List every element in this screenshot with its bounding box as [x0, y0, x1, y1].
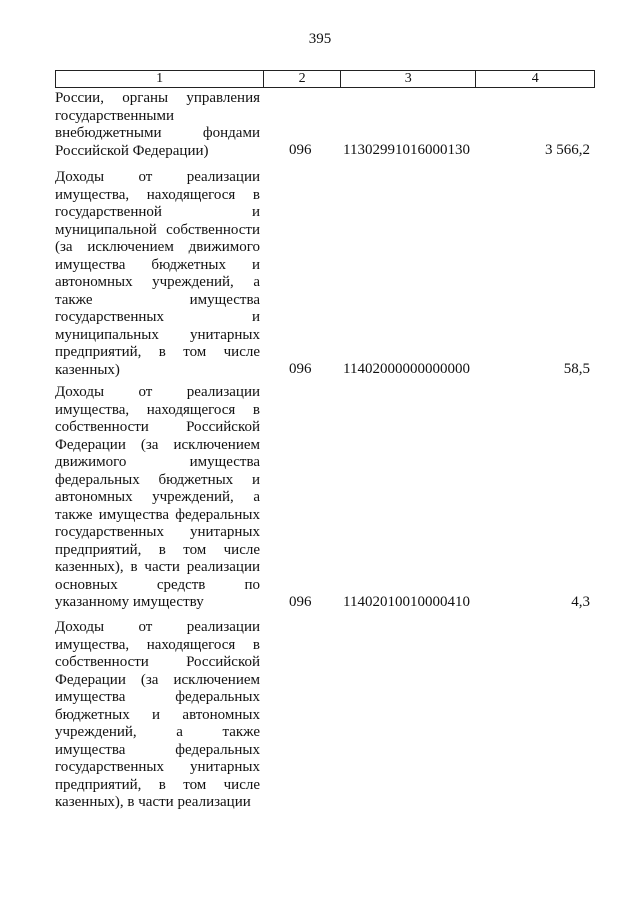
description-line: имущества федеральных: [55, 689, 260, 705]
row-description: [55, 90, 260, 160]
description-line: муниципальных унитарных: [55, 326, 260, 343]
budget-classification-code: 11302991016000130: [343, 142, 470, 158]
column-header-3: 3: [341, 71, 477, 87]
description-line: предприятий, в том числе: [55, 344, 260, 360]
description-line: собственности Российской: [55, 654, 260, 670]
description-line: внебюджетными фондами: [55, 125, 260, 141]
admin-code: 096: [289, 594, 312, 610]
row-description: [55, 384, 260, 612]
description-line: (за исключением движимого: [55, 239, 260, 255]
admin-code: 096: [289, 361, 312, 377]
description-line: государственными: [55, 107, 174, 124]
description-line: бюджетных и автономных: [55, 706, 260, 723]
description-line: предприятий, в том числе: [55, 776, 260, 793]
description-line: государственных и: [55, 309, 260, 325]
amount: 3 566,2: [545, 142, 590, 158]
description-line: Доходы от реализации: [55, 384, 260, 400]
description-line: государственной и: [55, 204, 260, 220]
description-line: имущества, находящегося в: [55, 401, 260, 418]
description-line: России, органы управления: [55, 90, 260, 106]
column-header-4: 4: [531, 71, 539, 86]
description-line: казенных), в части реализации: [55, 559, 260, 575]
description-line: имущества федеральных: [55, 741, 260, 758]
description-line: автономных учреждений, а: [55, 489, 260, 505]
description-line: указанному имуществу: [55, 594, 204, 610]
description-line: федеральных бюджетных и: [55, 471, 260, 488]
amount: 4,3: [571, 594, 590, 610]
budget-classification-code: 11402000000000000: [343, 361, 470, 377]
row-description: [55, 169, 260, 379]
table-header-row: [55, 70, 595, 88]
description-line: Доходы от реализации: [55, 169, 260, 185]
description-line: Федерации (за исключением: [55, 671, 260, 688]
description-line: государственных унитарных: [55, 759, 260, 775]
description-line: имущества, находящегося в: [55, 186, 260, 203]
description-line: муниципальной собственности: [55, 221, 260, 238]
description-line: движимого имущества: [55, 454, 260, 470]
row-description: [55, 619, 260, 812]
admin-code: 096: [289, 142, 312, 158]
amount: 58,5: [563, 361, 590, 377]
description-line: Российской Федерации): [55, 142, 209, 159]
description-line: предприятий, в том числе: [55, 541, 260, 558]
budget-classification-code: 11402010010000410: [343, 594, 470, 610]
description-line: также имущества: [55, 291, 260, 308]
description-line: Доходы от реализации: [55, 619, 260, 635]
description-line: также имущества федеральных: [55, 506, 260, 523]
description-line: имущества, находящегося в: [55, 636, 260, 653]
description-line: Федерации (за исключением: [55, 436, 260, 453]
description-line: казенных): [55, 361, 120, 378]
description-line: казенных), в части реализации: [55, 794, 251, 810]
column-header-2: 2: [264, 71, 341, 87]
column-header-1: 1: [56, 71, 264, 87]
description-line: государственных унитарных: [55, 524, 260, 540]
description-line: собственности Российской: [55, 419, 260, 435]
description-line: имущества бюджетных и: [55, 256, 260, 273]
description-line: основных средств по: [55, 576, 260, 593]
description-line: автономных учреждений, а: [55, 274, 260, 290]
description-line: учреждений, а также: [55, 724, 260, 740]
page-number: 395: [308, 31, 332, 47]
